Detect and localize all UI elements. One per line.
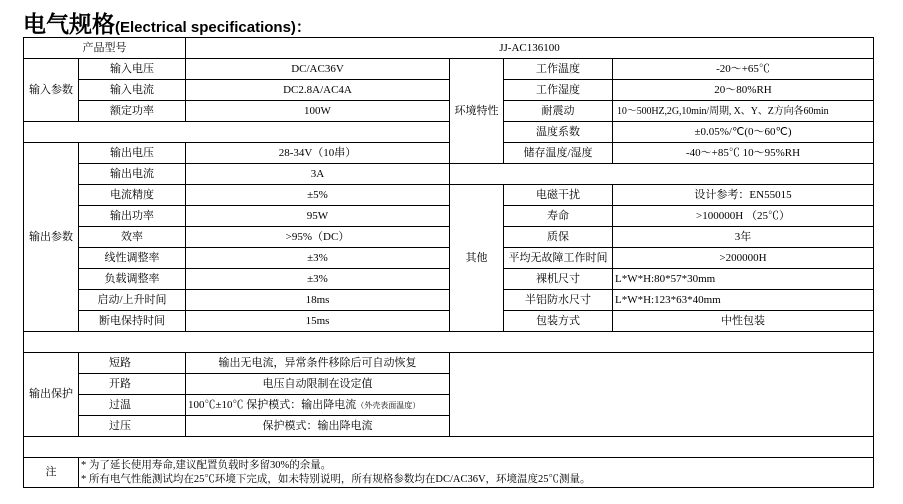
- spec-value: 3年: [613, 227, 874, 248]
- spec-value: DC/AC36V: [186, 59, 450, 80]
- spec-label: 输入电压: [79, 59, 186, 80]
- protection-value-text: 100℃±10℃ 保护模式：输出降电流: [188, 398, 357, 411]
- spec-label: 过压: [79, 416, 186, 437]
- blank-cell: [24, 122, 450, 143]
- spec-label: 输出电压: [79, 143, 186, 164]
- spec-label: 短路: [79, 353, 186, 374]
- spec-value: ±5%: [186, 185, 450, 206]
- table-row: [24, 290, 874, 311]
- table-row: [24, 311, 874, 332]
- note-line: * 所有电气性能测试均在25℃环境下完成，如未特别说明，所有规格参数均在DC/AC36V，环境温度25℃测量。: [81, 473, 591, 485]
- table-row: [24, 248, 874, 269]
- spec-value: 15ms: [186, 311, 450, 332]
- spec-label: 开路: [79, 374, 186, 395]
- page-title-cn: 电气规格: [23, 11, 115, 37]
- blank-cell: [450, 164, 874, 185]
- spec-label: 线性调整率: [79, 248, 186, 269]
- blank-cell: [24, 437, 874, 458]
- spec-value: 设计参考：EN55015: [613, 185, 874, 206]
- spec-label: 平均无故障工作时间: [504, 248, 613, 269]
- blank-cell: [24, 332, 874, 353]
- spec-value: -40～+85℃ 10～95%RH: [613, 143, 874, 164]
- spec-label: 输出功率: [79, 206, 186, 227]
- table-row: [24, 227, 874, 248]
- environment-group-label: 环境特性: [450, 59, 504, 164]
- table-row: [24, 353, 874, 374]
- table-row: [24, 101, 874, 122]
- spec-value: [186, 395, 450, 416]
- protection-value-note: （外壳表面温度）: [356, 400, 421, 410]
- other-group-label: 其他: [450, 185, 504, 332]
- protection-group-label: 输出保护: [24, 353, 79, 437]
- spec-label: 过温: [79, 395, 186, 416]
- input-group-label: 输入参数: [24, 59, 79, 122]
- spec-value: >200000H: [613, 248, 874, 269]
- spec-label: 温度系数: [504, 122, 613, 143]
- spec-label: 输出电流: [79, 164, 186, 185]
- spec-label: 启动/上升时间: [79, 290, 186, 311]
- spec-label: 包装方式: [504, 311, 613, 332]
- spec-label: 储存温度/湿度: [504, 143, 613, 164]
- output-group-label: 输出参数: [24, 143, 79, 332]
- spec-value: ±3%: [186, 248, 450, 269]
- spec-label: 断电保持时间: [79, 311, 186, 332]
- spec-label: 额定功率: [79, 101, 186, 122]
- table-row: [24, 185, 874, 206]
- model-value: JJ-AC136100: [186, 38, 874, 59]
- spec-label: 工作温度: [504, 59, 613, 80]
- model-label: 产品型号: [24, 38, 186, 59]
- notes-cell: [79, 458, 874, 488]
- spec-label: 裸机尺寸: [504, 269, 613, 290]
- table-row: [24, 164, 874, 185]
- spec-value: DC2.8A/AC4A: [186, 80, 450, 101]
- table-row: [24, 437, 874, 458]
- spec-value: 保护模式：输出降电流: [186, 416, 450, 437]
- table-row: [24, 38, 874, 59]
- spec-value: 输出无电流，异常条件移除后可自动恢复: [186, 353, 450, 374]
- spec-label: 寿命: [504, 206, 613, 227]
- spec-value: 100W: [186, 101, 450, 122]
- spec-value: 95W: [186, 206, 450, 227]
- spec-label: 质保: [504, 227, 613, 248]
- spec-label: 输入电流: [79, 80, 186, 101]
- spec-value: 20～80%RH: [613, 80, 874, 101]
- note-line: * 为了延长使用寿命,建议配置负载时多留30%的余量。: [81, 459, 332, 471]
- page-title-en: (Electrical specifications)：: [115, 19, 311, 36]
- spec-value: >95%（DC）: [186, 227, 450, 248]
- spec-label: 负载调整率: [79, 269, 186, 290]
- spec-value: 18ms: [186, 290, 450, 311]
- spec-value: L*W*H:80*57*30mm: [613, 269, 874, 290]
- spec-value: >100000H （25℃）: [613, 206, 874, 227]
- spec-label: 半铝防水尺寸: [504, 290, 613, 311]
- spec-value: 10～500HZ,2G,10min/周期, X、Y、Z方向各60min: [613, 101, 874, 122]
- table-row: [24, 458, 874, 488]
- table-row: [24, 122, 874, 143]
- spec-label: 效率: [79, 227, 186, 248]
- table-row: [24, 269, 874, 290]
- table-row: [24, 143, 874, 164]
- spec-value: 电压自动限制在设定值: [186, 374, 450, 395]
- spec-label: 耐震动: [504, 101, 613, 122]
- spec-label: 工作湿度: [504, 80, 613, 101]
- spec-table: [23, 37, 874, 488]
- spec-value: ±3%: [186, 269, 450, 290]
- spec-value: 3A: [186, 164, 450, 185]
- spec-value: -20～+65℃: [613, 59, 874, 80]
- spec-value: ±0.05%/℃(0～60℃): [613, 122, 874, 143]
- table-row: [24, 206, 874, 227]
- spec-value: 28-34V（10串）: [186, 143, 450, 164]
- table-row: [24, 59, 874, 80]
- table-row: [24, 332, 874, 353]
- notes-label: 注: [24, 458, 79, 488]
- spec-value: L*W*H:123*63*40mm: [613, 290, 874, 311]
- blank-cell: [450, 353, 874, 437]
- spec-label: 电磁干扰: [504, 185, 613, 206]
- table-row: [24, 80, 874, 101]
- page-title: [23, 6, 311, 39]
- spec-label: 电流精度: [79, 185, 186, 206]
- spec-value: 中性包装: [613, 311, 874, 332]
